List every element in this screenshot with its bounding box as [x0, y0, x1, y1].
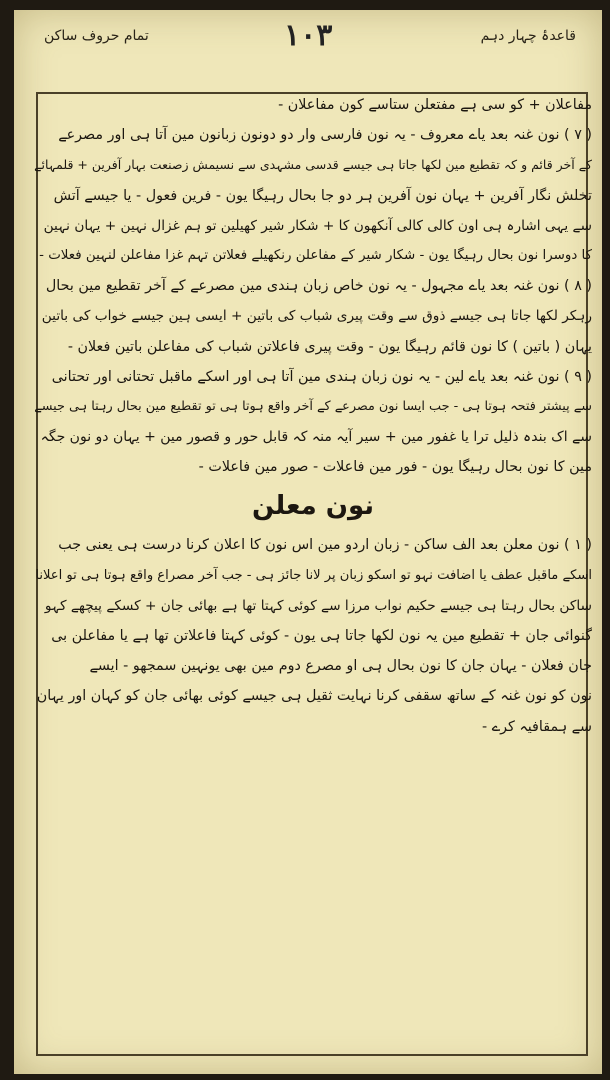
text-line: سے یہی اشارہ ہی اون کالی کالی آنکھون کا + شکار شیر کھیلین تو ہم غزال نہین + یہان نہین — [43, 217, 592, 234]
text-line: اسکے ماقبل عطف یا اضافت نہو تو اسکو زبان پر لانا جائز ہی - جب آخر مصراع واقع ہوتا ہی تو اعلانا — [35, 567, 592, 583]
text-line: مین کا نون بحال رہیگا یون - فور مین فاعلات - صور مین فاعلات - — [198, 459, 592, 476]
text-line: نون کو نون غنہ کے ساتھ سقفی کرنا نہایت ثقیل ہی جیسے کوئی بھائی جان کو کہان اور یہان — [36, 688, 592, 705]
text-line: گنوائی جان + تقطیع مین یہ نون لکھا جاتا ہی یون - کوئی کہتا فاعلاتن تھا ہے یا مفاعلن بی — [51, 628, 592, 644]
text-line: ( ٧ ) نون غنہ بعد یاے معروف - یہ نون فارسی وار دو دونون زبانون مین آتا ہی اور مصرعے — [58, 127, 592, 144]
text-line: ساکن بحال رہتا ہی جیسے حکیم نواب مرزا سے کوئی کہتا تھا ہے بھائی جان + کسکے پیچھے کہو — [44, 597, 592, 614]
text-line: ( ٨ ) نون غنہ بعد یاے مجہول - یہ نون خاص زبان ہندی مین مصرعے کے آخر تقطیع مین بحال — [45, 278, 592, 295]
running-head-topic: تمام حروف ساکن — [44, 28, 149, 44]
text-line: یہان ( باتین ) کا نون قائم رہیگا یون - وقت پیری فاعلاتن شباب کی مفاعلن باتین فعلان - — [67, 338, 592, 355]
text-line: رہکر لکھا جاتا ہی جیسے ذوق سے وقت پیری شباب کی باتین + ایسی ہین جیسے خواب کی باتین — [41, 308, 592, 325]
text-line: کے آخر قائم و کہ تقطیع مین لکھا جاتا ہی جیسے قدسی مشہدی سے نسیمش زصنعت بہار آفرین + قلمہائے — [34, 157, 592, 173]
text-line: کا دوسرا نون بحال رہیگا یون - شکار شیر کے مفاعلن رنکھیلے فعلاتن تہم غزا مفاعلن لنہین فعلات - — [39, 247, 592, 263]
page-number: ١٠٣ — [284, 18, 333, 53]
body-text — [34, 90, 592, 742]
section-heading: نون معلن — [251, 491, 375, 522]
text-line: سے اک بندہ ذلیل ترا یا غفور مین + سیر آیہ منہ کہ قابل حور و قصور مین + یہان دو نون جگہ — [40, 429, 592, 446]
text-line: سے پیشتر فتحہ ہوتا ہی - جب ایسا نون مصرعے کے آخر واقع ہوتا ہی تو تقطیع مین بحال رہتا ہی جیسے — [34, 398, 592, 414]
text-line: جان فعلان - یہان جان کا نون بحال ہی او مصرع دوم مین بھی یونہین سمجھو - ایسے — [89, 658, 592, 675]
running-head-chapter: قاعدۂ چہار دہم — [480, 28, 576, 44]
text-line: سے ہمقافیہ کرے - — [482, 718, 592, 735]
text-line: تخلش نگار آفرین + یہان نون آفرین ہر دو جا بحال رہیگا یون - فرین فعول - یا جیسے آتش — [53, 187, 592, 204]
text-line: ( ٩ ) نون غنہ بعد یاے لین - یہ نون زبان ہندی مین آتا ہی اور اسکے ماقبل تحتانی اور تحتانی — [51, 368, 592, 385]
text-line: مفاعلان + کو سی ہے مفتعلن ستاسے کون مفاعلان - — [278, 97, 592, 113]
text-line: ( ١ ) نون معلن بعد الف ساکن - زبان اردو مین اس نون کا اعلان کرنا درست ہی یعنی جب — [58, 537, 592, 554]
